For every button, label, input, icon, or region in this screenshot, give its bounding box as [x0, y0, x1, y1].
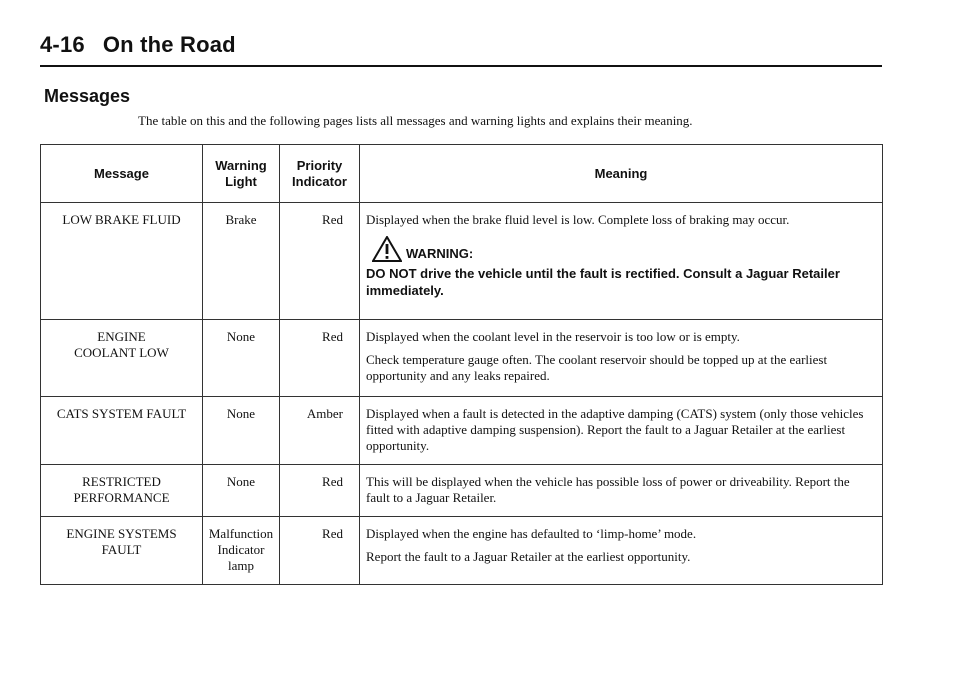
warning-triangle-icon [372, 236, 402, 262]
header-rule [40, 65, 882, 67]
priority-cell: Red [280, 203, 360, 320]
page-header [40, 30, 882, 60]
warning-light-cell: Malfunction Indicator lamp [203, 517, 280, 585]
header-priority: Priority Indicator [280, 145, 360, 203]
messages-table [40, 144, 883, 585]
header-message: Message [41, 145, 203, 203]
priority-cell: Red [280, 465, 360, 517]
page-number: 4-16 [40, 32, 85, 57]
message-cell: CATS SYSTEM FAULT [41, 397, 203, 465]
priority-cell: Red [280, 320, 360, 397]
table-row [41, 517, 883, 585]
warning-callout [366, 236, 876, 299]
meaning-cell: This will be displayed when the vehicle has possible loss of power or driveability. Report the fault to a Jaguar Retailer. [360, 465, 883, 517]
warning-light-cell: None [203, 320, 280, 397]
priority-cell: Red [280, 517, 360, 585]
warning-light-cell: None [203, 465, 280, 517]
message-cell: ENGINE COOLANT LOW [41, 320, 203, 397]
meaning-cell: Displayed when the engine has defaulted to ‘limp-home’ mode. Report the fault to a Jaguar Retailer at the earliest opportunity. [360, 517, 883, 585]
meaning-cell: Displayed when a fault is detected in the adaptive damping (CATS) system (only those vehicles fitted with adaptive damping suspension). Report the fault to a Jaguar Retailer at the earliest opportunity. [360, 397, 883, 465]
header-warning-light: Warning Light [203, 145, 280, 203]
table-header-row [41, 145, 883, 203]
message-cell: RESTRICTED PERFORMANCE [41, 465, 203, 517]
table-row [41, 397, 883, 465]
message-cell: ENGINE SYSTEMS FAULT [41, 517, 203, 585]
chapter-title: On the Road [102, 32, 236, 57]
warning-light-cell: None [203, 397, 280, 465]
meaning-cell: Displayed when the coolant level in the reservoir is too low or is empty. Check temperature gauge often. The coolant reservoir should be topped up at the earliest opportunity and any leaks repaired. [360, 320, 883, 397]
table-row [41, 320, 883, 397]
section-title: Messages [44, 86, 131, 106]
header-meaning: Meaning [360, 145, 883, 203]
priority-cell: Amber [280, 397, 360, 465]
message-cell: LOW BRAKE FLUID [41, 203, 203, 320]
warning-label: WARNING: [406, 246, 474, 261]
table-row [41, 465, 883, 517]
warning-text: DO NOT drive the vehicle until the fault is rectified. Consult a Jaguar Retailer immediately. [366, 266, 840, 298]
warning-light-cell: Brake [203, 203, 280, 320]
table-row [41, 203, 883, 320]
meaning-cell: Displayed when the brake fluid level is low. Complete loss of braking may occur. WARNING: DO NOT drive the vehicle until the fault is rectified. Consult a Jaguar Retailer immediately. [360, 203, 883, 320]
section-intro: The table on this and the following pages lists all messages and warning lights and explains their meaning. [138, 113, 693, 128]
